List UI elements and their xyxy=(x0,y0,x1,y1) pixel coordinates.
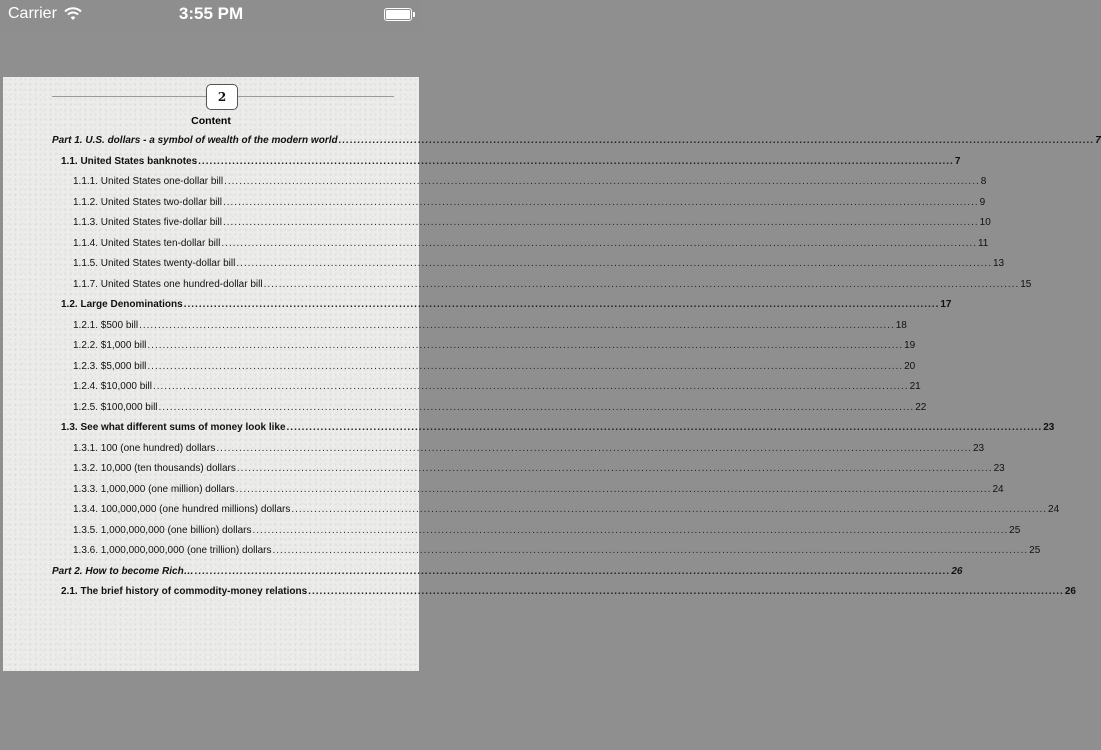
toc-entry[interactable] xyxy=(61,299,952,313)
toc-entry[interactable] xyxy=(73,545,1041,559)
toc-entry-label: 1.2.4. $10,000 bill xyxy=(73,381,152,392)
toc-entry-page: 21 xyxy=(909,381,921,392)
toc-entry-page: 18 xyxy=(895,319,907,331)
bottom-toolbar-area xyxy=(0,671,422,750)
toc-entry[interactable] xyxy=(61,155,961,170)
toc-entry-label: 1.1.5. United States twenty-dollar bill xyxy=(73,258,236,269)
toc-entry-page: 17 xyxy=(940,299,952,310)
toc-entry-label: 1.3.6. 1,000,000,000,000 (one trillion) dollars xyxy=(73,545,272,556)
toc-dot-leader: ........................................................................................................................................................................................................ xyxy=(216,442,972,454)
toc-entry-label: 2.1. The brief history of commodity-money relations xyxy=(61,586,308,597)
book-page[interactable] xyxy=(3,77,1101,671)
toc-entry-label: 1.2.5. $100,000 bill xyxy=(73,401,158,413)
toc-entry-label: 1.2. Large Denominations xyxy=(61,299,183,310)
header-rule-right xyxy=(238,96,394,97)
toc-dot-leader: ........................................................................................................................................................................................................ xyxy=(236,258,992,269)
toc-dot-leader: ........................................................................................................................................................................................................ xyxy=(252,524,1009,536)
toc-entry[interactable] xyxy=(73,504,1060,518)
toc-entry-label: 1.3.4. 100,000,000 (one hundred millions) dollars xyxy=(73,504,291,515)
page-number: 2 xyxy=(206,84,238,110)
carrier-label: Carrier xyxy=(8,5,57,22)
toc-entry-page: 22 xyxy=(915,401,927,413)
toc-entry-label: 1.1.7. United States one hundred-dollar bill xyxy=(73,278,263,290)
toc-dot-leader: ........................................................................................................................................................................................................ xyxy=(263,278,1020,290)
toc-entry[interactable] xyxy=(61,586,1076,600)
toc-entry-label: 1.2.1. $500 bill xyxy=(73,319,139,331)
toc-entry[interactable] xyxy=(52,565,963,580)
toc-entry-page: 23 xyxy=(1043,422,1055,433)
toc-entry-page: 9 xyxy=(979,196,986,208)
toc-entry-label: 1.3.2. 10,000 (ten thousands) dollars xyxy=(73,463,236,474)
toc-dot-leader: ........................................................................................................................................................................................................ xyxy=(222,196,979,208)
toc-dot-leader: ........................................................................................................................................................................................................ xyxy=(147,340,904,351)
toc-entry-page: 24 xyxy=(1048,504,1060,515)
toc-dot-leader: ........................................................................................................................................................................................................ xyxy=(272,545,1029,556)
toc-entry-label: Part 2. How to become Rich… xyxy=(52,565,194,577)
toc-entry-page: 24 xyxy=(992,483,1004,495)
toc-entry[interactable] xyxy=(52,135,1101,149)
status-time: 3:55 PM xyxy=(178,4,244,23)
toc-entry[interactable] xyxy=(73,360,916,375)
toc-entry-page: 13 xyxy=(992,258,1005,269)
toc-entry[interactable] xyxy=(73,258,1005,272)
toc-entry-page: 25 xyxy=(1009,524,1021,536)
toc-dot-leader: ........................................................................................................................................................................................................ xyxy=(139,319,895,331)
toc-entry[interactable] xyxy=(73,401,927,416)
toc-entry[interactable] xyxy=(73,340,916,354)
toc-entry-page: 11 xyxy=(977,237,989,249)
toc-entry[interactable] xyxy=(73,381,921,395)
toc-entry-label: 1.1.4. United States ten-dollar bill xyxy=(73,237,221,249)
toc-dot-leader: ........................................................................................................................................................................................................ xyxy=(286,422,1043,433)
toc-dot-leader: ........................................................................................................................................................................................................ xyxy=(338,135,1095,146)
toc-entry-label: 1.1.3. United States five-dollar bill xyxy=(73,217,222,228)
toc-dot-leader: ........................................................................................................................................................................................................ xyxy=(158,401,915,413)
toc-entry-label: 1.3.3. 1,000,000 (one million) dollars xyxy=(73,483,235,495)
toc-entry-page: 26 xyxy=(1064,586,1076,597)
toc-entry-label: 1.1.1. United States one-dollar bill xyxy=(73,176,224,187)
status-bar xyxy=(0,0,422,30)
toc-entry[interactable] xyxy=(73,237,989,252)
toc-entry[interactable] xyxy=(73,217,991,231)
toc-entry-label: 1.1.2. United States two-dollar bill xyxy=(73,196,222,208)
toc-entry-page: 7 xyxy=(954,155,961,167)
toc-entry-label: 1.3.1. 100 (one hundred) dollars xyxy=(73,442,216,454)
toc-entry[interactable] xyxy=(73,176,987,190)
toc-entry[interactable] xyxy=(73,442,985,457)
toc-entry-page: 7 xyxy=(1095,135,1101,146)
toc-dot-leader: ........................................................................................................................................................................................................ xyxy=(236,463,993,474)
toc-dot-leader: ........................................................................................................................................................................................................ xyxy=(183,299,940,310)
toc-entry[interactable] xyxy=(73,483,1004,498)
toc-dot-leader: ........................................................................................................................................................................................................ xyxy=(152,381,909,392)
toc-entry-page: 23 xyxy=(993,463,1005,474)
battery-icon xyxy=(384,8,412,21)
toc-dot-leader: ........................................................................................................................................................................................................ xyxy=(198,155,954,167)
toc-entry-page: 26 xyxy=(951,565,963,577)
toc-entry-label: 1.2.2. $1,000 bill xyxy=(73,340,147,351)
toc-entry-page: 8 xyxy=(980,176,987,187)
toc-entry-page: 19 xyxy=(904,340,916,351)
toc-entry[interactable] xyxy=(73,278,1032,293)
toc-entry[interactable] xyxy=(73,319,907,334)
toc-entry-label: Part 1. U.S. dollars - a symbol of wealth of the modern world xyxy=(52,135,338,146)
toc-entry-page: 25 xyxy=(1029,545,1041,556)
toc-dot-leader: ........................................................................................................................................................................................................ xyxy=(222,217,979,228)
toc-entry-label: 1.1. United States banknotes xyxy=(61,155,198,167)
header-rule-left xyxy=(52,96,207,97)
toc-entry-label: 1.2.3. $5,000 bill xyxy=(73,360,147,372)
toc-entry-page: 20 xyxy=(904,360,916,372)
toc-dot-leader: ........................................................................................................................................................................................................ xyxy=(194,565,951,577)
toc-dot-leader: ........................................................................................................................................................................................................ xyxy=(235,483,992,495)
toc-dot-leader: ........................................................................................................................................................................................................ xyxy=(308,586,1064,597)
toc-entry[interactable] xyxy=(73,463,1005,477)
toc-dot-leader: ........................................................................................................................................................................................................ xyxy=(291,504,1048,515)
toc-dot-leader: ........................................................................................................................................................................................................ xyxy=(221,237,977,249)
toc-entry-page: 10 xyxy=(979,217,991,228)
toc-entry-label: 1.3. See what different sums of money look like xyxy=(61,422,286,433)
toc-entry-label: 1.3.5. 1,000,000,000 (one billion) dollars xyxy=(73,524,252,536)
toc-dot-leader: ........................................................................................................................................................................................................ xyxy=(147,360,904,372)
toc-entry[interactable] xyxy=(61,422,1055,436)
toc-entry[interactable] xyxy=(73,524,1021,539)
toc-entry-page: 15 xyxy=(1020,278,1032,290)
toc-dot-leader: ........................................................................................................................................................................................................ xyxy=(224,176,980,187)
toc-entry[interactable] xyxy=(73,196,986,211)
toc-entry-page: 23 xyxy=(973,442,985,454)
contents-title: Content xyxy=(191,115,231,127)
